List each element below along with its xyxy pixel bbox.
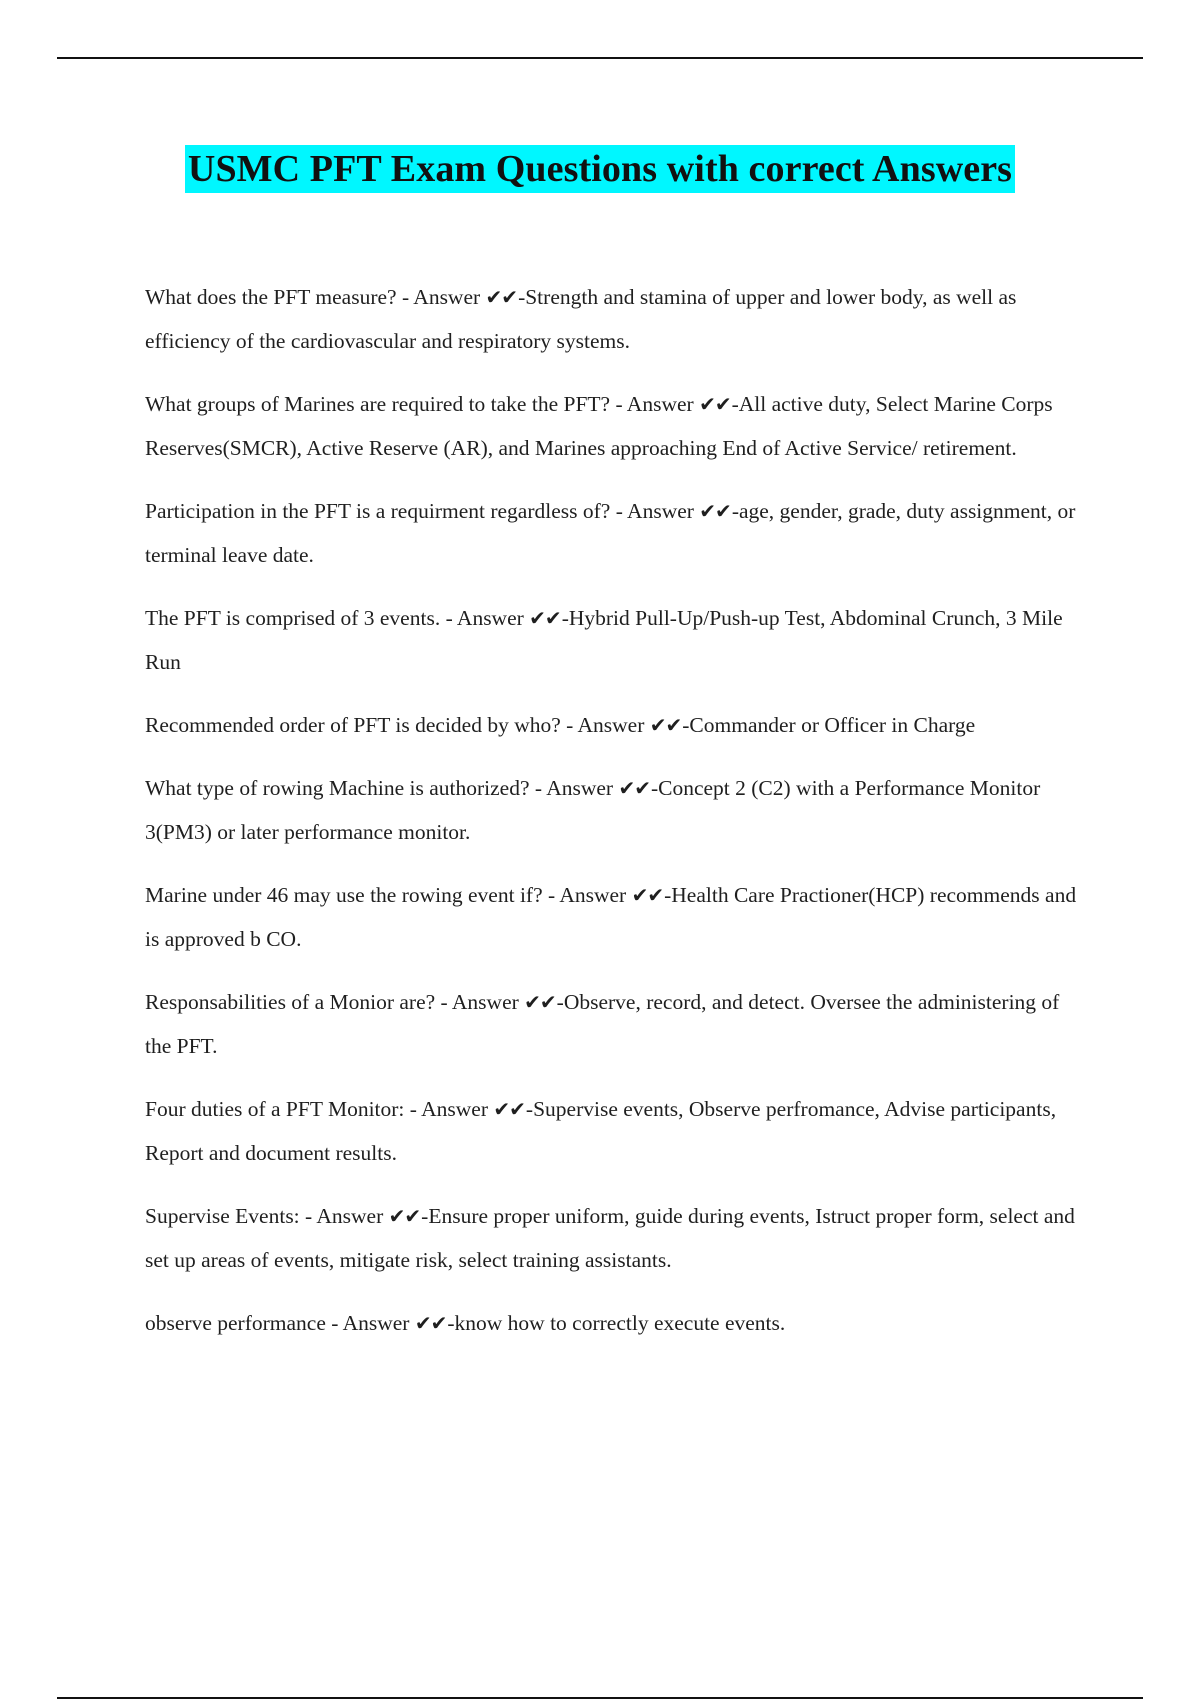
double-check-icon: ✔✔ (529, 606, 561, 630)
question-text: Responsabilities of a Monior are? - Answer (145, 990, 525, 1014)
qa-item (145, 703, 1090, 747)
question-text: What groups of Marines are required to take the PFT? - Answer (145, 392, 700, 416)
double-check-icon: ✔✔ (524, 990, 556, 1014)
page-title: USMC PFT Exam Questions with correct Answers (185, 145, 1015, 193)
answer-text: -Strength and stamina of upper and lower body, as well as efficiency of the cardiovascular and respiratory systems. (145, 285, 1017, 353)
answer-text: -Health Care Practioner(HCP) recommends and is approved b CO. (145, 883, 1077, 951)
question-text: Supervise Events: - Answer (145, 1204, 389, 1228)
answer-text: -age, gender, grade, duty assignment, or terminal leave date. (145, 499, 1076, 567)
answer-text: -Hybrid Pull-Up/Push-up Test, Abdominal Crunch, 3 Mile Run (145, 606, 1063, 674)
question-text: What does the PFT measure? - Answer (145, 285, 486, 309)
qa-item (145, 980, 1090, 1068)
bottom-divider (57, 1697, 1143, 1699)
qa-item (145, 1194, 1090, 1282)
answer-text: -Observe, record, and detect. Oversee the administering of the PFT. (145, 990, 1060, 1058)
question-text: Recommended order of PFT is decided by who? - Answer (145, 713, 650, 737)
qa-item (145, 275, 1090, 363)
qa-item (145, 766, 1090, 854)
answer-text: -Concept 2 (C2) with a Performance Monitor 3(PM3) or later performance monitor. (145, 776, 1041, 844)
answer-text: -All active duty, Select Marine Corps Reserves(SMCR), Active Reserve (AR), and Marines approaching End of Active Service/ retirement. (145, 392, 1053, 460)
answer-text: -Supervise events, Observe perfromance, Advise participants, Report and document results. (145, 1097, 1057, 1165)
question-text: Four duties of a PFT Monitor: - Answer (145, 1097, 494, 1121)
question-text: Marine under 46 may use the rowing event if? - Answer (145, 883, 632, 907)
qa-item (145, 1301, 1090, 1345)
double-check-icon: ✔✔ (631, 883, 664, 907)
double-check-icon: ✔✔ (649, 713, 682, 737)
qa-item (145, 489, 1090, 577)
qa-item (145, 382, 1090, 470)
double-check-icon: ✔✔ (485, 285, 518, 309)
title-container (0, 145, 1200, 193)
double-check-icon: ✔✔ (414, 1311, 447, 1335)
question-text: The PFT is comprised of 3 events. - Answer (145, 606, 530, 630)
answer-text: -Ensure proper uniform, guide during events, Istruct proper form, select and set up areas of events, mitigate risk, select training assistants. (145, 1204, 1075, 1272)
answer-text: -know how to correctly execute events. (447, 1311, 786, 1335)
top-divider (57, 57, 1143, 59)
qa-list (145, 275, 1090, 1364)
question-text: What type of rowing Machine is authorized? - Answer (145, 776, 619, 800)
question-text: observe performance - Answer (145, 1311, 415, 1335)
double-check-icon: ✔✔ (699, 392, 731, 416)
qa-item (145, 873, 1090, 961)
question-text: Participation in the PFT is a requirment regardless of? - Answer (145, 499, 700, 523)
answer-text: -Commander or Officer in Charge (682, 713, 976, 737)
double-check-icon: ✔✔ (618, 776, 650, 800)
double-check-icon: ✔✔ (493, 1097, 525, 1121)
qa-item (145, 596, 1090, 684)
double-check-icon: ✔✔ (388, 1204, 421, 1228)
double-check-icon: ✔✔ (699, 499, 731, 523)
qa-item (145, 1087, 1090, 1175)
